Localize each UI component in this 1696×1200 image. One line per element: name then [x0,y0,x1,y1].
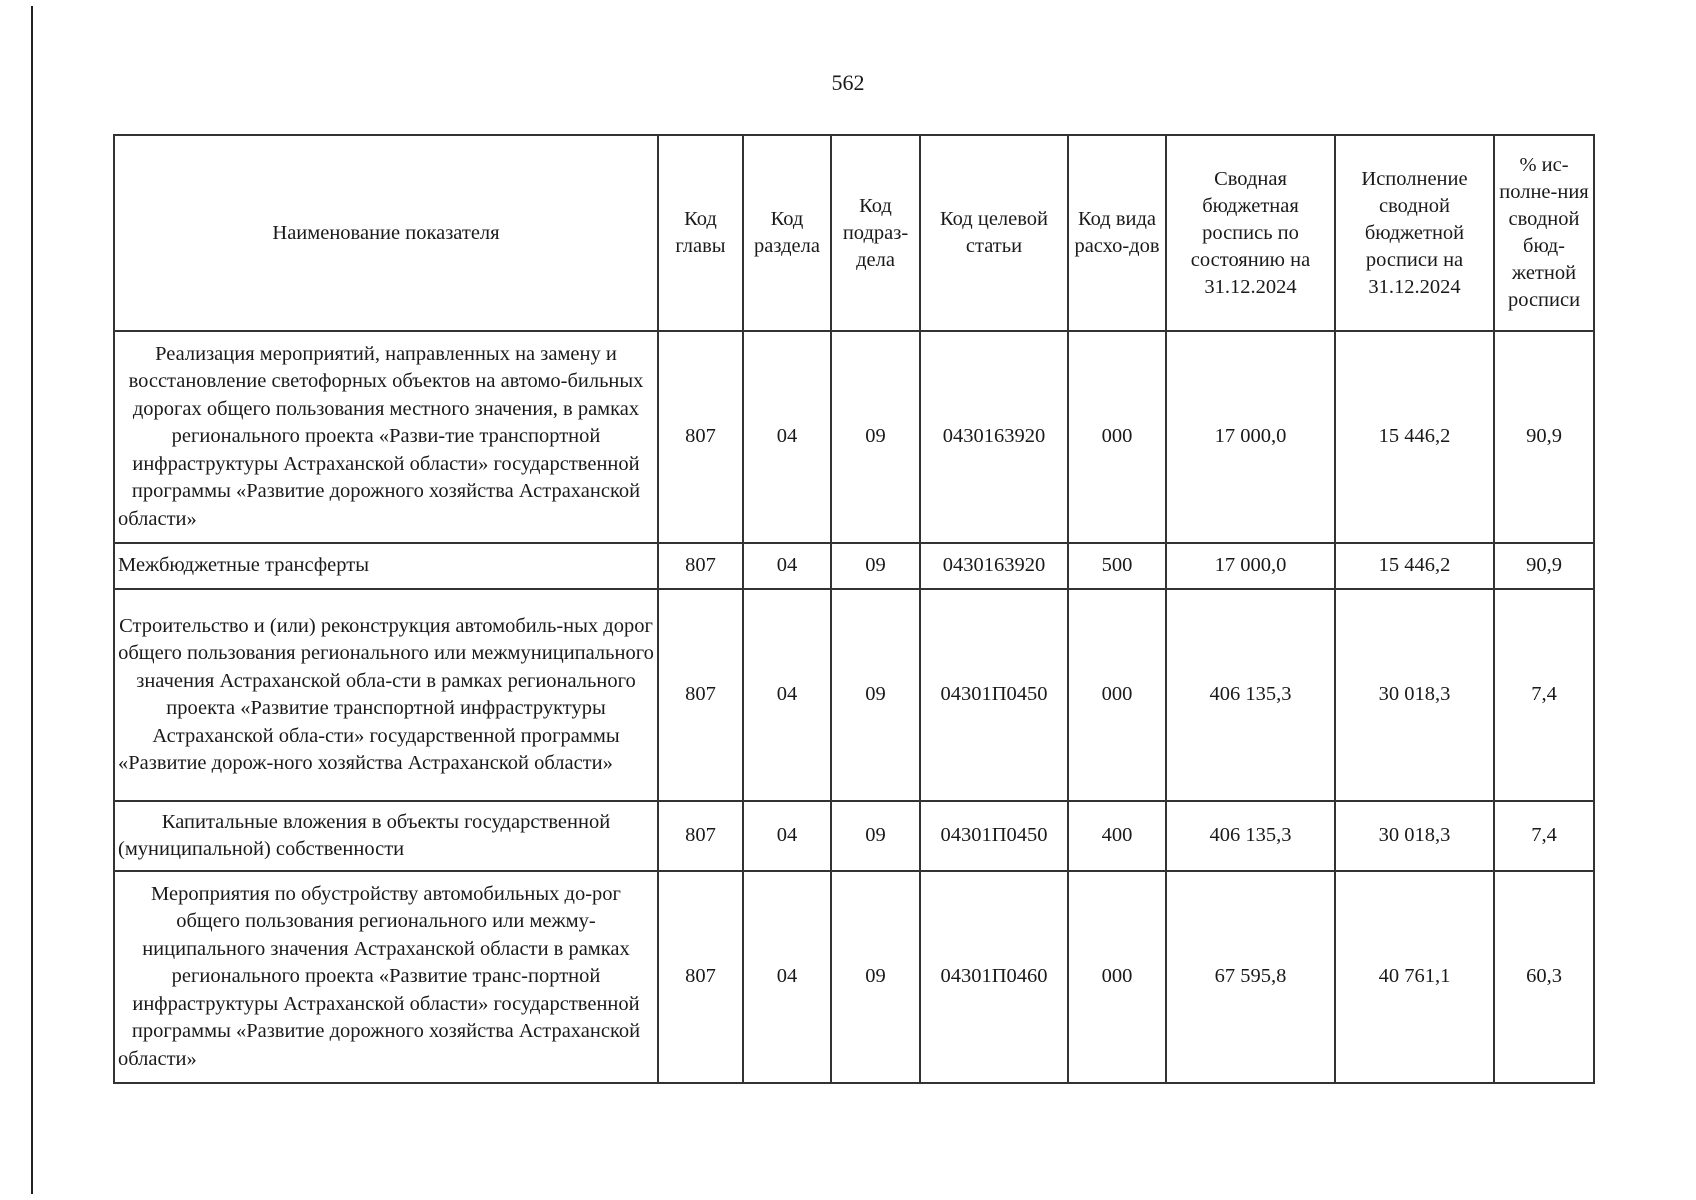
binding-margin-line [31,6,33,1194]
cell-execution: 30 018,3 [1335,801,1494,871]
table-row [114,543,1594,589]
cell-target: 04301П0450 [920,589,1068,801]
cell-subsection: 09 [831,331,920,543]
cell-section: 04 [743,871,831,1083]
cell-subsection: 09 [831,543,920,589]
cell-target: 04301П0450 [920,801,1068,871]
cell-expense-type: 000 [1068,331,1166,543]
cell-name: Реализация мероприятий, направленных на замену и восстановление светофорных объектов на автомо-бильных дорогах общего пользования местного значения, в рамках регионального проекта «Разви-тие транспортной инфраструктуры Астраханской области» государственной программы «Развитие дорожного хозяйства Астраханской области» [114,331,658,543]
header-name: Наименование показателя [114,135,658,331]
cell-budget: 406 135,3 [1166,589,1335,801]
cell-budget: 17 000,0 [1166,543,1335,589]
header-section-code: Код раздела [743,135,831,331]
cell-execution: 30 018,3 [1335,589,1494,801]
header-execution: Исполнение сводной бюджетной росписи на 31.12.2024 [1335,135,1494,331]
cell-chapter: 807 [658,871,743,1083]
cell-expense-type: 500 [1068,543,1166,589]
header-subsection-code: Код подраз-дела [831,135,920,331]
cell-chapter: 807 [658,801,743,871]
cell-budget: 67 595,8 [1166,871,1335,1083]
table-header-row [114,135,1594,331]
cell-section: 04 [743,331,831,543]
cell-percent: 7,4 [1494,801,1594,871]
cell-subsection: 09 [831,801,920,871]
header-budget: Сводная бюджетная роспись по состоянию на 31.12.2024 [1166,135,1335,331]
cell-budget: 406 135,3 [1166,801,1335,871]
header-percent: % ис-полне-ния сводной бюд-жетной росписи [1494,135,1594,331]
header-expense-type-code: Код вида расхо-дов [1068,135,1166,331]
cell-chapter: 807 [658,543,743,589]
cell-percent: 60,3 [1494,871,1594,1083]
cell-percent: 7,4 [1494,589,1594,801]
cell-execution: 40 761,1 [1335,871,1494,1083]
cell-section: 04 [743,589,831,801]
cell-name: Мероприятия по обустройству автомобильных до-рог общего пользования регионального или межму-ниципального значения Астраханской области в рамках регионального проекта «Развитие транс-портной инфраструктуры Астраханской области» государственной программы «Развитие дорожного хозяйства Астраханской области» [114,871,658,1083]
cell-section: 04 [743,543,831,589]
cell-expense-type: 000 [1068,871,1166,1083]
page-number: 562 [831,70,865,95]
cell-execution: 15 446,2 [1335,331,1494,543]
cell-target: 0430163920 [920,331,1068,543]
table-row [114,871,1594,1083]
cell-subsection: 09 [831,871,920,1083]
cell-percent: 90,9 [1494,331,1594,543]
cell-name: Строительство и (или) реконструкция автомобиль-ных дорог общего пользования регионального или межмуниципального значения Астраханской обла-сти в рамках регионального проекта «Развитие транспортной инфраструктуры Астраханской обла-сти» государственной программы «Развитие дорож-ного хозяйства Астраханской области» [114,589,658,801]
cell-execution: 15 446,2 [1335,543,1494,589]
cell-name: Межбюджетные трансферты [114,543,658,589]
cell-target: 04301П0460 [920,871,1068,1083]
cell-percent: 90,9 [1494,543,1594,589]
header-target-code: Код целевой статьи [920,135,1068,331]
cell-name: Капитальные вложения в объекты государственной (муниципальной) собственности [114,801,658,871]
cell-chapter: 807 [658,589,743,801]
table-row [114,801,1594,871]
table-row [114,331,1594,543]
cell-subsection: 09 [831,589,920,801]
cell-chapter: 807 [658,331,743,543]
cell-budget: 17 000,0 [1166,331,1335,543]
cell-section: 04 [743,801,831,871]
cell-expense-type: 000 [1068,589,1166,801]
header-chapter-code: Код главы [658,135,743,331]
budget-execution-table [113,134,1595,1084]
table-row [114,589,1594,801]
cell-expense-type: 400 [1068,801,1166,871]
cell-target: 0430163920 [920,543,1068,589]
